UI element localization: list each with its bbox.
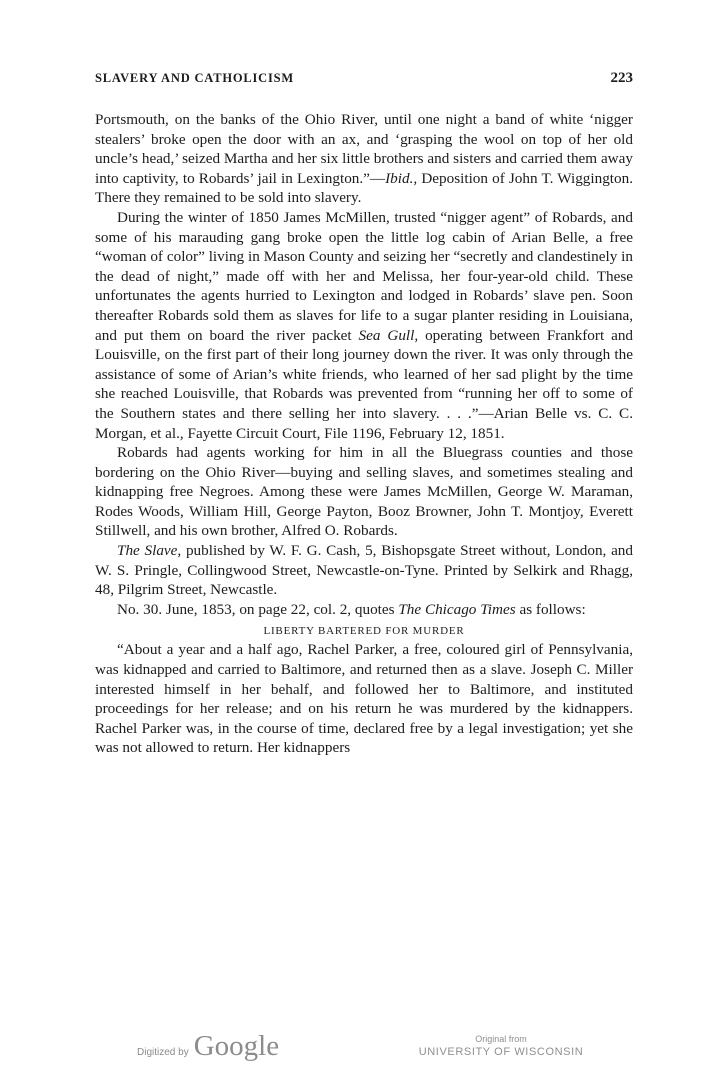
ibid-citation: Ibid., <box>385 169 418 187</box>
running-head <box>95 70 633 110</box>
google-logo: Google <box>193 1030 280 1062</box>
paragraph-2-text-a: During the winter of 1850 James McMillen, trusted “nigger agent” of Robards, and some of his marauding gang broke open the little log cabin of Arian Belle, a free “woman of color” living in Mason County and seizing her “secretly and clandestinely in the dead of night,” made off with her and Melissa, her four-year-old child. These unfortunates the agents hurried to Lexington and lodged in Robards’ slave pen. Soon thereafter Robards sold them as slaves for life to a sugar planter residing in Louisiana, and put them on board the river packet <box>95 208 633 344</box>
paragraph-1-text-a: Portsmouth, on the banks of the Ohio River, until one night a band of white ‘nigger stealers’ broke open the door with an ax, and ‘grasping the wool on top of her old uncle’s head,’ seized Martha and her six little brothers and sisters and carried them away into captivity, to Robards’ jail in Lexington.”— <box>95 111 633 187</box>
paragraph-5-text-b: as follows: <box>515 600 586 618</box>
page-text <box>95 110 633 758</box>
newspaper-title: The Chicago Times <box>398 600 516 618</box>
running-title: SLAVERY AND CATHOLICISM <box>95 71 295 85</box>
digitized-by-watermark <box>137 1030 279 1063</box>
section-subheading: LIBERTY BARTERED FOR MURDER <box>263 625 465 638</box>
paragraph-2 <box>95 208 633 443</box>
paragraph-5 <box>95 600 633 620</box>
paragraph-6: “About a year and a half ago, Rachel Parker, a free, coloured girl of Pennsylvania, was kidnapped and carried to Baltimore, and returned then as a slave. Joseph C. Miller interested himself in her behalf, and followed her to Baltimore, and instituted proceedings for her release; and on his return he was murdered by the kidnappers. Rachel Parker was, in the course of time, declared free by a legal investigation; yet she was not allowed to return. Her kidnappers <box>95 641 633 757</box>
paragraph-1 <box>95 110 633 208</box>
digitized-by-label: Digitized by <box>137 1047 189 1058</box>
ship-name: Sea Gull, <box>358 326 419 344</box>
paragraph-4-text: published by W. F. G. Cash, 5, Bishopsgate Street without, London, and W. S. Pringle, Collingwood Street, Newcastle-on-Tyne. Printed by Selkirk and Rhagg, 48, Pilgrim Street, Newcastle. <box>95 542 633 599</box>
paragraph-2-text-b: operating between Frankfort and Louisville, on the first part of their long journey down the river. It was only through the assistance of some of Arian’s white friends, who learned of her sad plight by the time she reached Louisville, that Robards was prevented from “running her off to some of the Southern states and there selling her into slavery. . . .”—Arian Belle vs. C. C. Morgan, et al., Fayette Circuit Court, File 1196, February 12, 1851. <box>95 326 634 442</box>
paragraph-4 <box>95 541 633 600</box>
book-page <box>95 70 633 758</box>
original-source-watermark <box>418 1033 584 1059</box>
institution-name: UNIVERSITY OF WISCONSIN <box>418 1046 584 1058</box>
paragraph-1-text-b: Deposition of John T. Wiggington. There they remained to be sold into slavery. <box>95 169 633 207</box>
publication-title: The Slave, <box>117 542 182 560</box>
original-from-label: Original from <box>475 1034 527 1044</box>
paragraph-5-text-a: No. 30. June, 1853, on page 22, col. 2, quotes <box>117 600 399 618</box>
page-number: 223 <box>610 70 633 86</box>
paragraph-3: Robards had agents working for him in all the Bluegrass counties and those bordering on the Ohio River—buying and selling slaves, and sometimes stealing and kidnapping free Negroes. Among these were James McMillen, George W. Maraman, Rodes Woods, William Hill, George Payton, Booz Browner, John T. Montjoy, Everett Stillwell, and his own brother, Alfred O. Robards. <box>95 444 633 540</box>
